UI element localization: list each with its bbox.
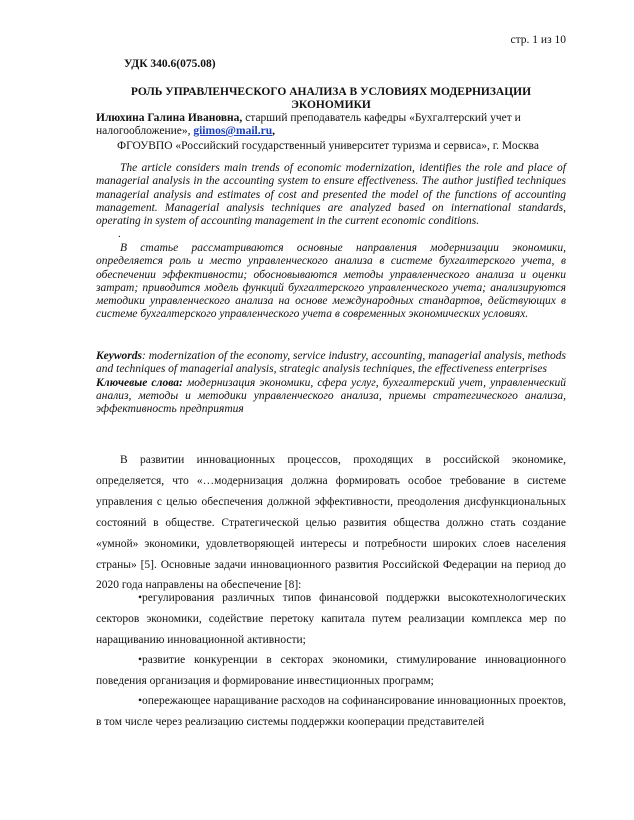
abstract-english: The article considers main trends of economic modernization, identifies the role and place of managerial analysis in the accounting system to ensure effectiveness. The author justified techniques managerial analysis and estimates of cost and presented the model of the functions of accounting management. Managerial analysis techniques are analyzed based on international standards, operating in system of accounting management in the current economic conditions. — [96, 162, 566, 228]
keywords-english-text: : modernization of the economy, service industry, accounting, managerial analysis, methods and techniques of managerial analysis, strategic analysis techniques, the effectiveness enterprises — [96, 350, 566, 376]
author-name: Илюхина Галина Ивановна, — [96, 112, 243, 124]
body-paragraph: В развитии инновационных процессов, проходящих в российской экономике, определяется, что «…модернизация должна формировать особое требование в системе управления с целью обеспечения должной эффективности, преодоления дисфункциональных состояний в обществе. Стратегической целью развития общества должно стать создание «умной» экономики, удовлетворяющей интересы и потребности широких слоев населения страны» [5]. Основные задачи инновационного развития Российской Федерации на период до 2020 года направлены на обеспечение [8]: — [96, 454, 566, 592]
keywords-section — [96, 350, 566, 416]
author-email-link[interactable]: giimos@mail.ru — [193, 125, 273, 137]
bullet-item: •развитие конкуренции в секторах экономики, стимулирование инновационного поведения организация и формирование инвестиционных программ; — [96, 654, 566, 687]
bullet-item: •опережающее наращивание расходов на софинансирование инновационных проектов, в том числе через реализацию системы поддержки кооперации представителей — [96, 695, 566, 728]
author-email-suffix: , — [272, 125, 275, 137]
page-number: стр. 1 из 10 — [510, 34, 566, 46]
keywords-english-label: Keywords — [96, 350, 142, 362]
udk-code: УДК 340.6(075.08) — [124, 58, 216, 70]
author-info — [96, 112, 566, 138]
keywords-russian — [96, 377, 566, 417]
keywords-russian-label: Ключевые слова: — [96, 376, 183, 389]
abstract-russian: В статье рассматриваются основные направления модернизации экономики, определяется роль и место управленческого анализа в системе бухгалтерского учета, в обеспечении эффективности; обосновываются методы управленческого анализа и оценки затрат; приводится модель функций бухгалтерского управленческого учета; анализируются методики управленческого анализа на основе международных стандартов, действующих в системе бухгалтерского управленческого учета в современных экономических условиях. — [96, 242, 566, 321]
bullet-item: •регулирования различных типов финансовой поддержки высокотехнологических секторов экономики, содействие перетоку капитала путем реализации комплекса мер по наращиванию инновационной активности; — [96, 592, 566, 646]
author-position: старший преподаватель кафедры «Бухгалтерский учет и налогообложение», — [96, 112, 521, 137]
separator-dot: . — [118, 228, 121, 240]
keywords-russian-text: модернизация экономики, сфера услуг, бухгалтерский учет, управленческий анализ, методы и методики управленческого анализа, приемы стратегического анализа, эффективность предприятия — [96, 376, 566, 416]
keywords-english — [96, 350, 566, 377]
article-title: РОЛЬ УПРАВЛЕНЧЕСКОГО АНАЛИЗА В УСЛОВИЯХ МОДЕРНИЗАЦИИ ЭКОНОМИКИ — [130, 86, 532, 111]
organization: ФГОУВПО «Российский государственный университет туризма и сервиса», г. Москва — [117, 140, 539, 152]
